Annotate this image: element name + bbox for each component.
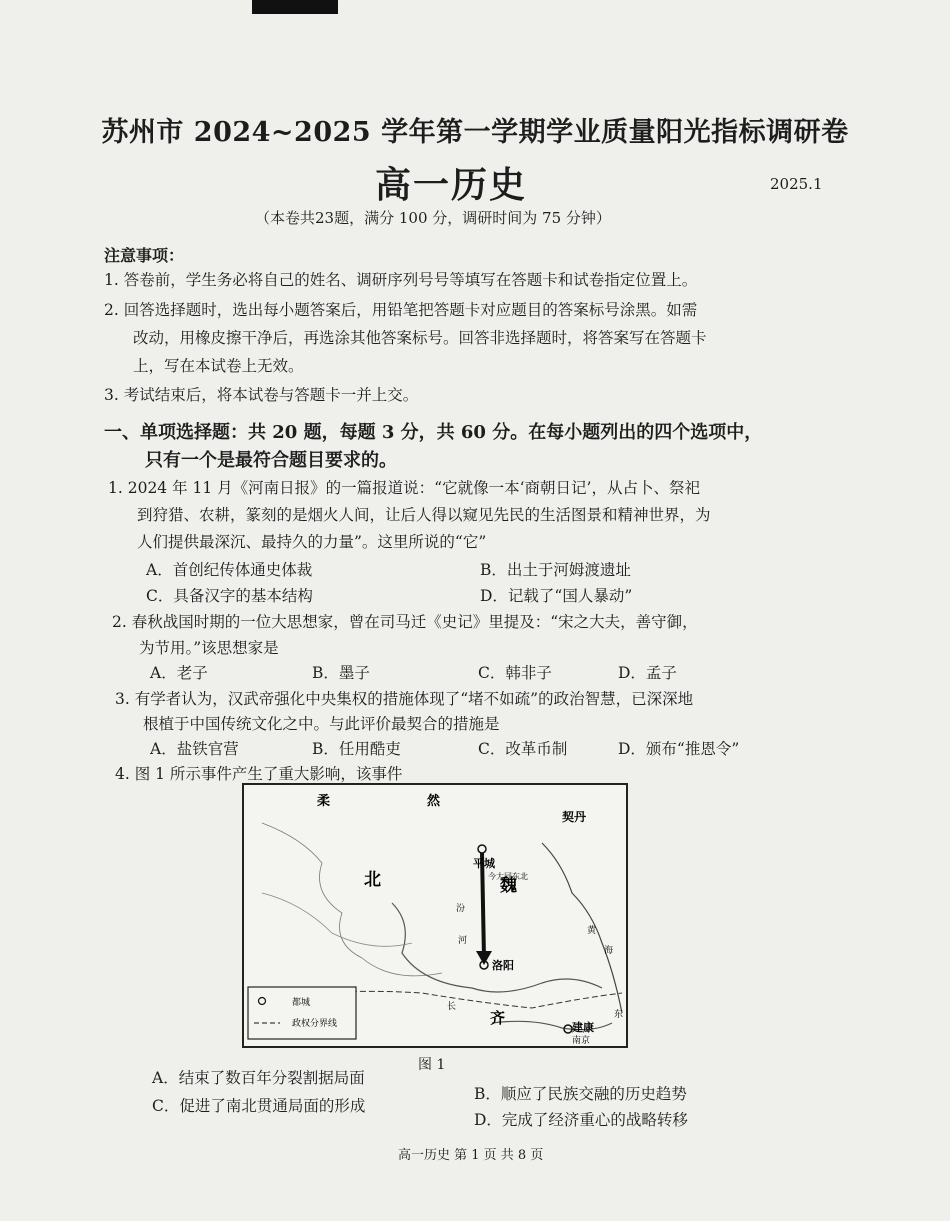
map-label: 契丹 <box>562 810 587 824</box>
page-footer: 高一历史 第 1 页 共 8 页 <box>398 1148 544 1163</box>
exam-date: 2025.1 <box>770 175 823 193</box>
option-b: B．墨子 <box>312 664 370 682</box>
option-a: A．盐铁官营 <box>150 740 239 758</box>
map-label: 北 <box>364 870 381 890</box>
question-stem: 人们提供最深沉、最持久的力量”。这里所说的“它” <box>137 533 487 551</box>
question-stem: 1. 2024 年 11 月《河南日报》的一篇报道说：“它就像一本‘商朝日记’，从占卜、祭祀 <box>108 479 700 497</box>
section-heading-cont: 只有一个是最符合题目要求的。 <box>145 450 397 471</box>
exam-subtitle: （本卷共23题，满分 100 分，调研时间为 75 分钟） <box>255 209 611 227</box>
option-d: D．孟子 <box>618 664 677 682</box>
option-a: A．老子 <box>150 664 208 682</box>
option-b: B．出土于河姆渡遗址 <box>480 561 631 579</box>
section-heading: 一、单项选择题：共 20 题，每题 3 分，共 60 分。在每小题列出的四个选项中， <box>104 422 763 443</box>
option-a: A．结束了数百年分裂割据局面 <box>152 1069 365 1087</box>
option-b: B．任用酷吏 <box>312 740 401 758</box>
option-d: D．颁布“推恩令” <box>618 740 740 758</box>
option-d: D．完成了经济重心的战略转移 <box>474 1111 688 1129</box>
option-d: D．记载了“国人暴动” <box>480 587 633 605</box>
map-label: 然 <box>427 794 441 809</box>
option-c: C．改革币制 <box>478 740 568 758</box>
question-stem: 3. 有学者认为，汉武帝强化中央集权的措施体现了“堵不如疏”的政治智慧，已深深地 <box>115 690 694 708</box>
note-item: 2. 回答选择题时，选出每小题答案后，用铅笔把答题卡对应题目的答案标号涂黑。如需 <box>104 301 698 319</box>
question-stem: 2. 春秋战国时期的一位大思想家，曾在司马迁《史记》里提及：“宋之大夫，善守御， <box>112 613 698 631</box>
legend-capital-label: 都城 <box>292 998 311 1008</box>
map-label: 南京 <box>572 1036 591 1046</box>
map-label: 河 <box>458 936 468 946</box>
note-item: 改动，用橡皮擦干净后，再选涂其他答案标号。回答非选择题时，将答案写在答题卡 <box>133 329 707 347</box>
map-label: 汾 <box>456 904 466 914</box>
option-b: B．顺应了民族交融的历史趋势 <box>474 1085 687 1103</box>
map-label: 今大同东北 <box>488 872 528 881</box>
historical-map <box>242 783 628 1048</box>
option-c: C．促进了南北贯通局面的形成 <box>152 1097 366 1115</box>
map-label: 长 <box>447 1002 457 1012</box>
map-label: 柔 <box>317 794 331 809</box>
map-label: 海 <box>604 946 614 956</box>
option-a: A．首创纪传体通史体裁 <box>146 561 313 579</box>
map-label: 黄 <box>587 926 597 936</box>
map-label: 洛阳 <box>492 959 514 972</box>
subject-title: 高一历史 <box>375 164 528 206</box>
question-stem: 到狩猎、农耕，篆刻的是烟火人间，让后人得以窥见先民的生活图景和精神世界，为 <box>137 506 711 524</box>
note-item: 1. 答卷前，学生务必将自己的姓名、调研序列号号等填写在答题卡和试卷指定位置上。 <box>104 271 698 289</box>
note-item: 3. 考试结束后，将本试卷与答题卡一并上交。 <box>104 386 419 404</box>
question-stem: 为节用。”该思想家是 <box>139 639 279 657</box>
map-legend <box>248 987 356 1039</box>
exam-title: 苏州市 2024~2025 学年第一学期学业质量阳光指标调研卷 <box>101 117 849 148</box>
map-label: 平城 <box>473 857 495 870</box>
notes-title: 注意事项： <box>104 246 185 265</box>
note-item: 上，写在本试卷上无效。 <box>133 357 304 375</box>
map-caption: 图 1 <box>418 1057 446 1073</box>
map-label: 东 <box>614 1010 624 1020</box>
option-c: C．韩非子 <box>478 664 552 682</box>
question-stem: 根植于中国传统文化之中。与此评价最契合的措施是 <box>143 715 500 733</box>
map-label: 魏 <box>500 876 517 896</box>
legend-border-label: 政权分界线 <box>292 1019 338 1029</box>
scan-mark <box>252 0 338 14</box>
map-label: 齐 <box>490 1009 506 1027</box>
map-label: 建康 <box>572 1021 594 1034</box>
option-c: C．具备汉字的基本结构 <box>146 587 313 605</box>
question-stem: 4. 图 1 所示事件产生了重大影响，该事件 <box>115 765 403 783</box>
